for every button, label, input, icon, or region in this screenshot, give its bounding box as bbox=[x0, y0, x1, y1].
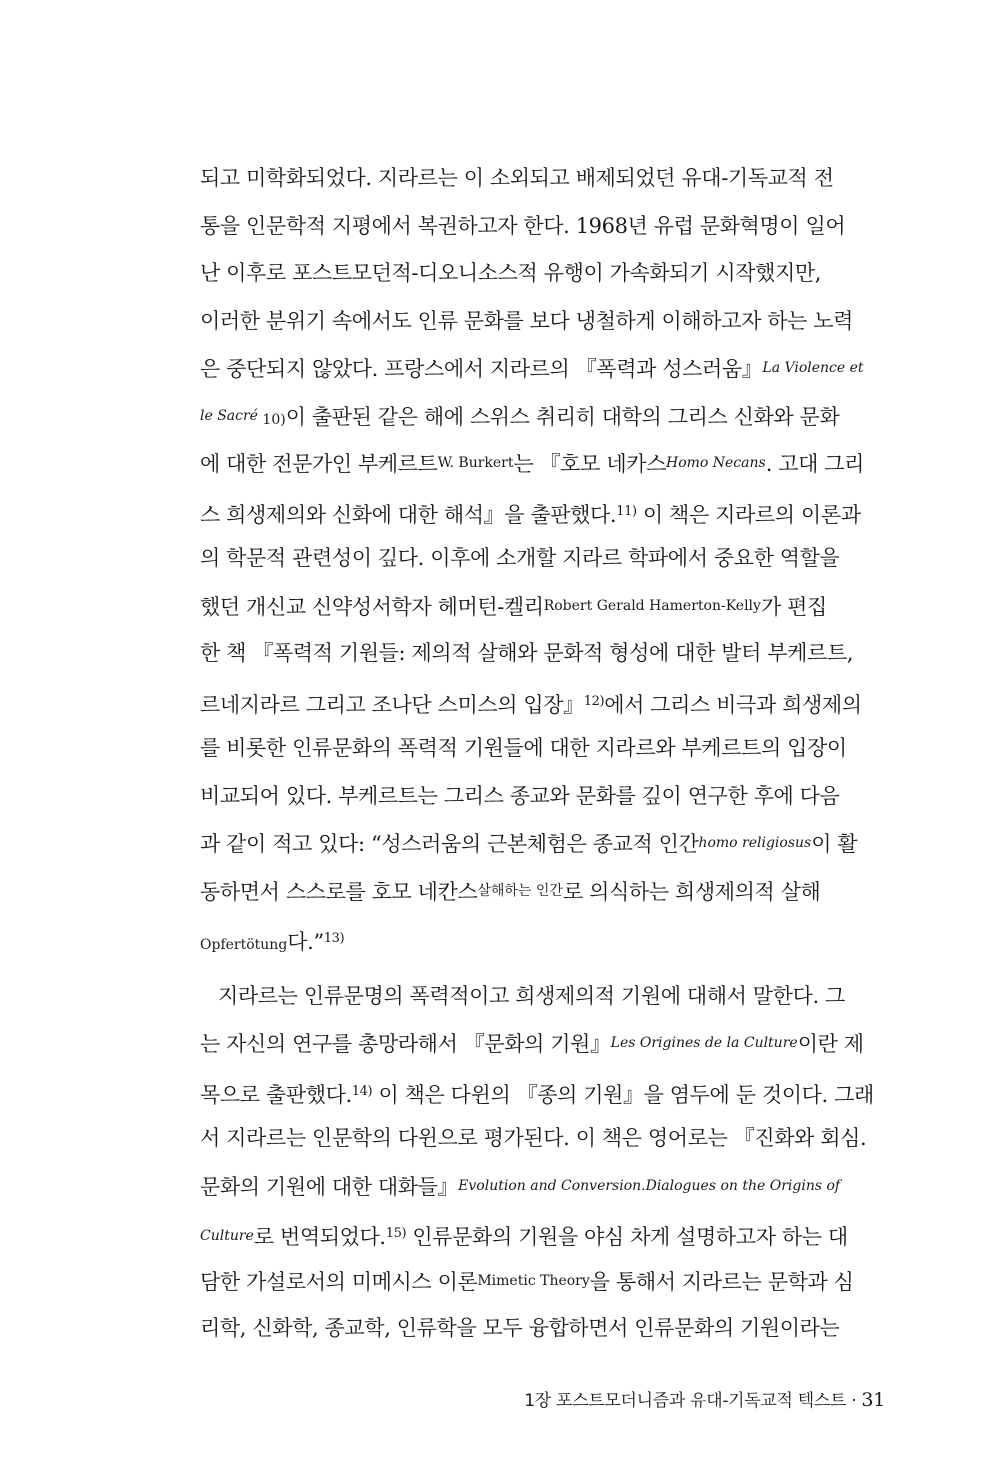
text-line bbox=[200, 868, 890, 916]
text-segment: 에서 그리스 비극과 희생제의 bbox=[604, 692, 862, 717]
text-segment: . 고대 그리 bbox=[765, 452, 865, 476]
text-segment: Culture bbox=[200, 1228, 254, 1244]
text-segment: Opfertötung bbox=[200, 937, 288, 953]
text-line bbox=[200, 1020, 890, 1068]
paragraph bbox=[200, 155, 890, 963]
text-segment: 을 통해서 지라르는 문학과 심 bbox=[589, 1269, 854, 1294]
footnote-ref: 14) bbox=[351, 1083, 373, 1099]
text-segment: 에 대한 전문가인 부케르트 bbox=[200, 452, 438, 476]
text-segment: 는 『호모 네카스 bbox=[513, 452, 666, 476]
text-segment: 가 편집 bbox=[760, 594, 827, 619]
text-line bbox=[200, 345, 890, 393]
text-segment: 살해하는 인간 bbox=[477, 882, 563, 899]
text-segment: 이 책은 다윈의 『종의 기원』을 염두에 둔 것이다. 그래 bbox=[372, 1082, 874, 1107]
text-line bbox=[200, 630, 890, 678]
text-segment: 했던 개신교 신약성서학자 헤머턴-켈리 bbox=[200, 594, 544, 619]
text-segment: 과 같이 적고 있다: “성스러움의 근본체험은 종교적 인간 bbox=[200, 832, 699, 856]
text-segment: Les Origines de la Culture bbox=[610, 1035, 798, 1051]
text-segment: Evolution and Conversion.Dialogues on the Origins of bbox=[458, 1177, 841, 1194]
text-line bbox=[200, 583, 890, 631]
text-line bbox=[200, 973, 890, 1021]
text-segment: 를 비롯한 인류문화의 폭력적 기원들에 대한 지라르와 부케르트의 입장이 bbox=[200, 736, 847, 760]
text-segment: 이 출판된 같은 해에 스위스 취리히 대학의 그리스 신화와 문화 bbox=[285, 404, 840, 429]
text-segment: 르네지라르 그리고 조나단 스미스의 입장』 bbox=[200, 692, 584, 717]
text-segment: 이란 제 bbox=[797, 1032, 864, 1056]
text-line bbox=[200, 1163, 890, 1211]
text-segment: homo religiosus bbox=[698, 835, 812, 851]
text-line bbox=[200, 1305, 890, 1353]
text-line bbox=[200, 1115, 890, 1163]
text-segment: Mimetic Theory bbox=[477, 1272, 590, 1289]
text-segment: le Sacré bbox=[200, 407, 258, 424]
text-segment: 이러한 분위기 속에서도 인류 문화를 보다 냉철하게 이해하고자 하는 노력 bbox=[200, 308, 854, 333]
paragraph bbox=[200, 973, 890, 1353]
text-segment: 동하면서 스스로를 호모 네칸스 bbox=[200, 879, 478, 904]
text-line bbox=[200, 298, 890, 346]
text-segment: 은 중단되지 않았다. 프랑스에서 지라르의 『폭력과 성스러움』 bbox=[200, 357, 763, 381]
text-segment: 서 지라르는 인문학의 다윈으로 평가된다. 이 책은 영어로는 『진화와 회심. bbox=[200, 1126, 867, 1150]
text-line bbox=[200, 203, 890, 251]
text-segment: 는 자신의 연구를 총망라해서 『문화의 기원』 bbox=[200, 1032, 611, 1056]
footnote-ref: 13) bbox=[323, 931, 345, 946]
text-segment: La Violence et bbox=[762, 360, 864, 376]
text-segment: 인류문화의 기원을 야심 차게 설명하고자 하는 대 bbox=[406, 1225, 848, 1249]
text-segment: 스 희생제의와 신화에 대한 해석』을 출판했다. bbox=[200, 502, 617, 527]
text-segment: 목으로 출판했다. bbox=[200, 1082, 352, 1107]
page-number: 31 bbox=[861, 1389, 885, 1411]
text-segment: 지라르는 인류문명의 폭력적이고 희생제의적 기원에 대해서 말한다. 그 bbox=[218, 983, 845, 1008]
text-segment: 로 의식하는 희생제의적 살해 bbox=[562, 879, 821, 904]
text-line bbox=[200, 678, 890, 726]
text-line bbox=[200, 155, 890, 203]
text-line bbox=[200, 1258, 890, 1306]
text-segment: 한 책 『폭력적 기원들: 제의적 살해와 문화적 형성에 대한 발터 부케르트, bbox=[200, 641, 854, 665]
text-segment: 되고 미학화되었다. 지라르는 이 소외되고 배제되었던 유대-기독교적 전 bbox=[200, 166, 834, 190]
text-line bbox=[200, 915, 890, 963]
text-segment: W. Burkert bbox=[437, 455, 514, 471]
text-segment: 문화의 기원에 대한 대화들』 bbox=[200, 1174, 459, 1199]
text-segment: 이 책은 지라르의 이론과 bbox=[636, 502, 861, 527]
text-segment: 담한 가설로서의 미메시스 이론 bbox=[200, 1269, 478, 1294]
text-segment: 통을 인문학적 지평에서 복권하고자 한다. 1968년 유럽 문화혁명이 일어 bbox=[200, 213, 846, 238]
body-text bbox=[200, 155, 890, 1353]
text-line bbox=[200, 488, 890, 536]
text-segment: 의 학문적 관련성이 깊다. 이후에 소개할 지라르 학파에서 중요한 역할을 bbox=[200, 546, 840, 570]
text-line bbox=[200, 393, 890, 441]
text-line bbox=[200, 250, 890, 298]
text-segment: 다.” bbox=[287, 930, 324, 954]
text-line bbox=[200, 535, 890, 583]
text-segment: Robert Gerald Hamerton-Kelly bbox=[543, 597, 761, 614]
text-line bbox=[200, 773, 890, 821]
footnote-ref: 15) bbox=[385, 1226, 407, 1241]
text-line bbox=[200, 725, 890, 773]
text-segment: Homo Necans bbox=[665, 455, 766, 471]
text-line bbox=[200, 1068, 890, 1116]
text-segment: 난 이후로 포스트모던적-디오니소스적 유행이 가속화되기 시작했지만, bbox=[200, 261, 822, 285]
running-footer bbox=[524, 1386, 885, 1411]
text-line bbox=[200, 820, 890, 868]
text-segment: 비교되어 있다. 부케르트는 그리스 종교와 문화를 깊이 연구한 후에 다음 bbox=[200, 783, 840, 808]
text-line bbox=[200, 440, 890, 488]
text-segment: 리학, 신화학, 종교학, 인류학을 모두 융합하면서 인류문화의 기원이라는 bbox=[200, 1316, 840, 1340]
text-segment: 이 활 bbox=[811, 832, 858, 856]
text-line bbox=[200, 1210, 890, 1258]
footer-chapter-title: 1장 포스트모더니즘과 유대-기독교적 텍스트 · bbox=[524, 1391, 862, 1411]
footnote-ref: 11) bbox=[616, 503, 637, 519]
text-segment: 10) bbox=[257, 411, 286, 428]
text-segment: 로 번역되었다. bbox=[253, 1225, 386, 1249]
footnote-ref: 12) bbox=[583, 693, 605, 709]
